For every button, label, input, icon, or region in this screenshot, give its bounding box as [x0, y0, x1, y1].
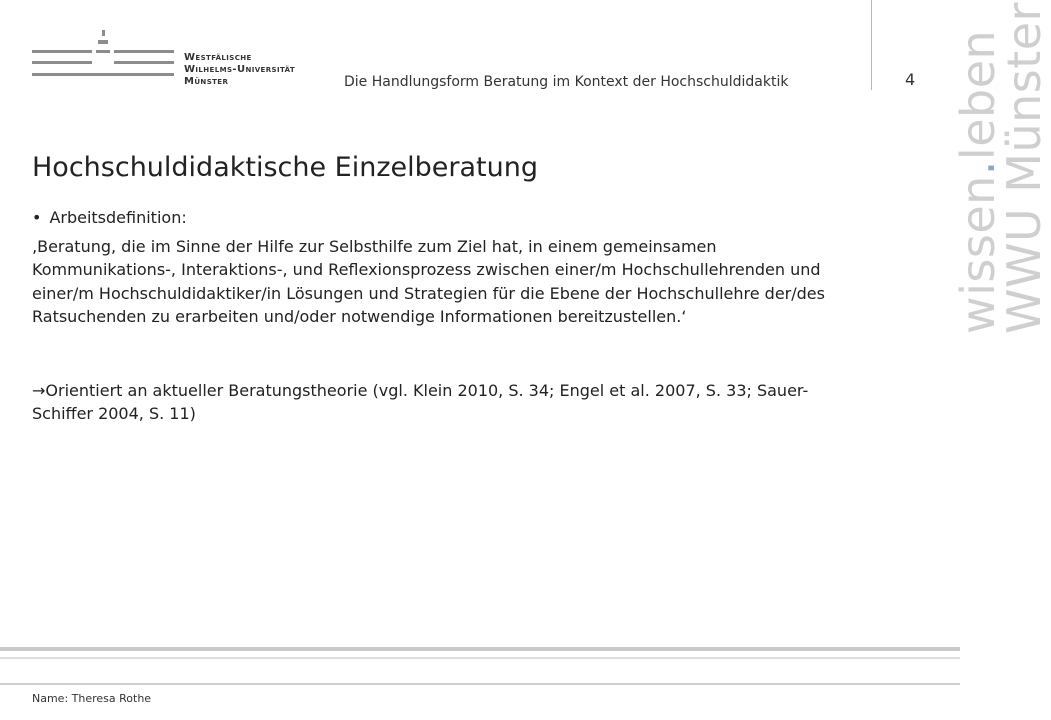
presentation-title: Die Handlungsform Beratung im Kontext der Hochschuldidaktik	[344, 74, 789, 90]
slogan-watermark	[951, 2, 1051, 334]
slogan-word-wissen: wissen	[951, 175, 1005, 334]
logo-wordmark	[184, 52, 295, 88]
orientation-note	[32, 379, 847, 426]
slogan-word-leben: leben	[951, 29, 1005, 161]
footer-divider-1	[0, 647, 960, 651]
slogan-dot: .	[951, 160, 1005, 176]
orientation-text: Orientiert an aktueller Beratungstheorie (vgl. Klein 2010, S. 34; Engel et al. 2007, S. 33; Sauer-Schiffer 2004, S. 11)	[32, 381, 809, 424]
bullet-item	[32, 208, 187, 227]
arrow-right-icon: →	[32, 381, 46, 400]
slogan-line-1	[951, 2, 1005, 334]
logo-line-3: Münster	[184, 76, 229, 87]
slogan-line-2: WWU Münster	[997, 2, 1051, 334]
logo-emblem	[32, 28, 174, 98]
header-divider	[871, 0, 872, 90]
university-logo	[32, 28, 322, 98]
presenter-name: Name: Theresa Rothe	[32, 692, 152, 705]
footer-divider-2	[0, 657, 960, 659]
logo-line-2: Wilhelms-Universität	[184, 64, 296, 75]
definition-quote: ‚Beratung, die im Sinne der Hilfe zur Selbsthilfe zum Ziel hat, in einem gemeinsamen Kommunikations-, Interaktions-, und Reflexionsprozess zwischen einer/m Hochschullehrenden und einer/m Hochschuldidaktiker/in Lösungen und Strategien für die Ebene der Hochschullehre der/des Ratsuchenden zu erarbeiten und/oder notwendige Informationen bereitzustellen.‘	[32, 237, 825, 327]
page-number: 4	[905, 70, 916, 89]
slide-title: Hochschuldidaktische Einzelberatung	[32, 152, 538, 183]
bullet-dot-icon: •	[32, 208, 42, 227]
footer-divider-3	[0, 683, 960, 685]
logo-line-1: Westfälische	[184, 52, 252, 63]
bullet-text: Arbeitsdefinition:	[49, 208, 187, 227]
